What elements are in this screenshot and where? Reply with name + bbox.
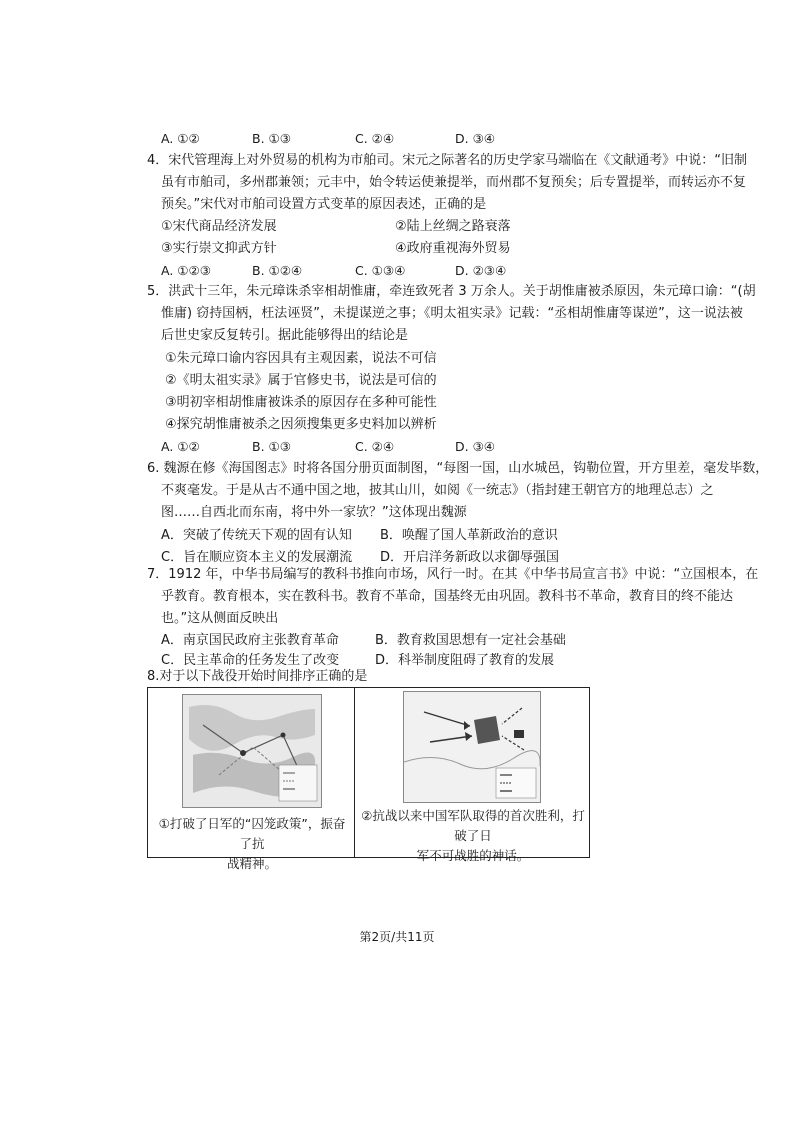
q5-stem-line-2: 惟庸) 窃持国柄，枉法诬贤”，未提谋逆之事；《明太祖实录》记载：“丞相胡惟庸等谋逆”，这一说法被 [161,306,743,321]
q8-battle-table [147,687,590,871]
q6-stem-line-1: 6. 魏源在修《海国图志》时将各国分册页面制图，“每图一国，山水城邑，钩勒位置，开方里差，毫发毕数， [147,461,769,476]
q7-option-d: D．科举制度阻碍了教育的发展 [375,653,555,668]
q8-cell-2 [355,688,589,863]
q3-option-a: A. ①② [161,131,200,146]
q7-stem-line-2: 乎教育。教育根本，实在教科书。教育不革命，国基终无由巩固。教科书不革命，教育目的终不能达 [161,589,734,604]
q6-stem-line-2: 不爽毫发。于是从古不通中国之地，披其山川，如阅《一统志》（指封建王朝官方的地理总志）之 [161,483,714,498]
q3-option-b: B. ①③ [252,131,291,146]
q3-option-c: C. ②④ [355,131,395,146]
q4-option-d: D. ②③④ [455,263,507,278]
q4-option-a: A. ①②③ [161,263,211,278]
battle-map-2-image [403,691,541,803]
q8-stem: 8.对于以下战役开始时间排序正确的是 [147,669,368,684]
q6-option-d: D．开启洋务新政以求御辱强国 [380,550,560,565]
q5-option-a: A. ①② [161,439,200,454]
q4-item-1: ①宋代商品经济发展 [161,219,277,234]
q6-stem-line-3: 图……自西北而东南，将中外一家欤？”这体现出魏源 [161,505,467,520]
q8-cell-1-caption [154,814,350,874]
q6-option-c: C．旨在顺应资本主义的发展潮流 [161,550,353,565]
q8-cell-2-caption [359,806,587,866]
q5-item-2: ②《明太祖实录》属于官修史书，说法是可信的 [165,373,437,388]
q5-item-1: ①朱元璋口谕内容因具有主观因素，说法不可信 [165,351,437,366]
q5-option-b: B. ①③ [252,439,291,454]
q4-option-b: B. ①②④ [252,263,303,278]
q7-option-c: C．民主革命的任务发生了改变 [161,653,340,668]
page-footer: 第2页/共11页 [359,930,435,944]
q8-cell-1-caption-line-1: ①打破了日军的“囚笼政策”，振奋了抗 [158,816,346,851]
q4-item-4: ④政府重视海外贸易 [395,241,511,256]
q8-cell-1-caption-line-2: 战精神。 [226,856,277,871]
q7-stem-line-1: 7．1912 年，中华书局编写的教科书推向市场，风行一时。在其《中华书局宣言书》中说：“立国根本，在 [147,567,759,582]
q5-item-3: ③明初宰相胡惟庸被诛杀的原因存在多种可能性 [165,395,437,410]
battle-map-1-image [182,694,322,808]
q5-stem-line-3: 后世史家反复转引。据此能够得出的结论是 [161,328,409,343]
q7-stem-line-3: 也。”这从侧面反映出 [161,611,279,626]
q4-stem-line-2: 虽有市舶司，多州郡兼领；元丰中，始令转运使兼提举，而州郡不复预矣；后专置提举，而转运亦不复 [161,175,747,190]
q8-cell-2-caption-line-2: 军不可战胜的神话。 [416,848,530,863]
battle-map-2-svg [404,692,540,802]
q4-option-c: C. ①③④ [355,263,406,278]
q5-stem-line-1: 5．洪武十三年，朱元璋诛杀宰相胡惟庸，牵连致死者 3 万余人。关于胡惟庸被杀原因，朱元璋口谕：“(胡 [147,284,756,299]
q6-option-a: A．突破了传统天下观的固有认知 [161,528,352,543]
q5-option-d: D. ③④ [455,439,495,454]
q4-item-2: ②陆上丝绸之路衰落 [395,219,511,234]
q8-cell-2-caption-line-1: ②抗战以来中国军队取得的首次胜利，打破了日 [361,808,585,843]
q4-stem-line-3: 预矣。”宋代对市舶司设置方式变革的原因表述，正确的是 [161,197,487,212]
q4-item-3: ③实行崇文抑武方针 [161,241,277,256]
battle-map-1-svg [183,695,321,807]
q3-option-d: D. ③④ [455,131,495,146]
q5-option-c: C. ②④ [355,439,395,454]
q6-option-b: B．唤醒了国人革新政治的意识 [380,528,558,543]
q8-cell-1 [148,688,354,871]
q4-stem-line-1: 4．宋代管理海上对外贸易的机构为市舶司。宋元之际著名的历史学家马端临在《文献通考》中说：“旧制 [147,153,748,168]
q7-option-a: A．南京国民政府主张教育革命 [161,633,339,648]
q5-item-4: ④探究胡惟庸被杀之因须搜集更多史料加以辨析 [165,417,437,432]
q7-option-b: B．教育救国思想有一定社会基础 [375,633,566,648]
